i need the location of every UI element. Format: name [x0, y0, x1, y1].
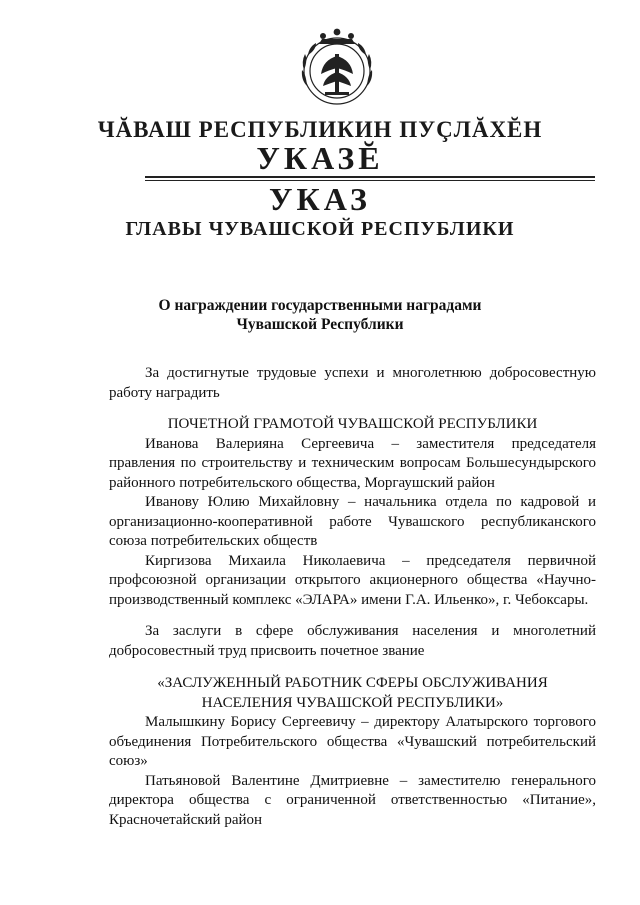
awardee-item: Иванова Валерияна Сергеевича – заместителя председателя правления по строительству и техническим вопросам Большесундырского районного потребительского общества, Моргаушский район	[109, 435, 596, 491]
divider-line	[145, 176, 595, 178]
awardee-item: Малышкину Борису Сергеевичу – директору Алатырского торгового объединения Потребительского общества «Чувашский потребительский союз»	[109, 714, 596, 769]
section-2-award-block	[109, 674, 596, 830]
title-line-2: Чувашской Республики	[236, 316, 404, 333]
header-chuvash-decree: УКАЗĔ	[256, 140, 384, 176]
header-chuvash-title: ЧĂВАШ РЕСПУБЛИКИН ПУÇЛĂХĔН	[97, 117, 543, 142]
header-russian-decree: УКАЗ	[269, 181, 371, 217]
awardee-item: Иванову Юлию Михайловну – начальника отдела по кадровой и организационно-кооперативной работе Чувашского республиканского союза потребительских обществ	[109, 494, 596, 549]
title-line-1: О награждении государственными наградами	[158, 297, 482, 314]
award-title-2-line-1: «ЗАСЛУЖЕННЫЙ РАБОТНИК СФЕРЫ ОБСЛУЖИВАНИЯ	[157, 675, 548, 691]
section-2	[109, 622, 596, 661]
awardee-item: Киргизова Михаила Николаевича – председателя первичной профсоюзной организации открытого акционерного общества «Научно-производственный комплекс «ЭЛАРА» имени Г.А. Ильенко», г. Чебоксары.	[109, 552, 596, 608]
section-1	[109, 364, 596, 403]
section-1-intro: За достигнутые трудовые успехи и многолетнюю добросовестную работу наградить	[109, 365, 596, 401]
award-title-1: ПОЧЕТНОЙ ГРАМОТОЙ ЧУВАШСКОЙ РЕСПУБЛИКИ	[167, 416, 538, 432]
section-1-award-block	[109, 415, 596, 610]
awardee-item: Патьяновой Валентине Дмитриевне – заместителю генерального директора общества с ограниченной ответственностью «Питание», Красночетайский район	[109, 772, 596, 828]
header-russian-title: ГЛАВЫ ЧУВАШСКОЙ РЕСПУБЛИКИ	[125, 218, 515, 240]
section-2-intro: За заслуги в сфере обслуживания населения и многолетний добросовестный труд присвоить почетное звание	[109, 623, 596, 659]
document-title	[0, 296, 640, 334]
chuvashia-emblem-icon	[291, 22, 383, 108]
award-title-2-line-2: НАСЕЛЕНИЯ ЧУВАШСКОЙ РЕСПУБЛИКИ»	[201, 694, 504, 711]
